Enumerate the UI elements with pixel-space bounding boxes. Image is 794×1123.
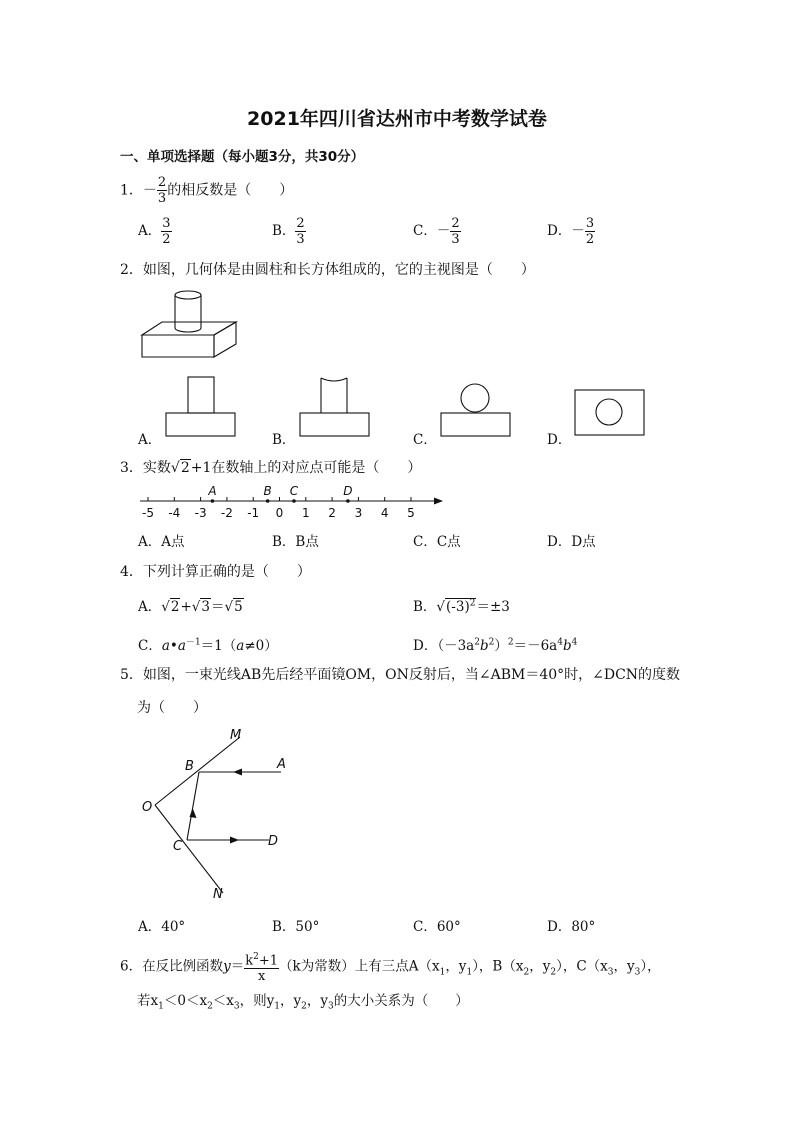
number-line-tick-label: 2 [328,506,336,520]
q2-option-d[interactable]: D． [547,432,572,448]
q3-option-c[interactable]: C．C点 [413,534,461,550]
question-2: 2．如图，几何体是由圆柱和长方体组成的，它的主视图是（ ） [120,262,535,278]
q4-option-a[interactable]: A．√2+√3＝√5 [138,599,243,615]
q4-option-b[interactable]: B．$√(-3)^2=\pm 3$ [413,598,510,615]
q1-option-a[interactable]: A． $\frac{3}{2}$ [138,216,171,247]
q2-option-b-figure [299,376,371,438]
q3-option-d[interactable]: D．D点 [547,534,596,550]
label-b: B [185,759,194,774]
number-line-tick-label: 0 [275,506,284,520]
number-line-tick-label: 1 [301,506,310,520]
q5-mirror-figure [135,725,295,905]
q2-option-c-figure [440,380,512,438]
label-m: M [230,728,242,743]
number-line-point [346,499,350,503]
number-line-point [292,499,296,503]
number-line-tick-label: -4 [168,506,181,520]
q1-option-b[interactable]: B． $\frac{2}{3}$ [272,216,305,247]
q1-number: 1． [120,182,143,199]
page-title: 2021年四川省达州市中考数学试卷 [247,108,547,130]
number-line-tick-label: -5 [142,506,154,520]
number-line-point-label: C [289,484,299,498]
q2-option-d-figure [574,389,646,437]
q3-option-a[interactable]: A．A点 [138,534,185,550]
label-n: N [213,887,223,902]
number-line-arrow [434,498,443,505]
q3-number-line [140,482,450,522]
number-line-tick-label: -3 [194,506,207,520]
question-6-line2: 若$x_1<0<x_2<x_3$，则$y_1$，$y_2$，$y_3$的大小关系为（ ） [137,993,469,1012]
q1-option-c[interactable]: C．－ $\frac{2}{3}$ [413,216,460,247]
question-1 [120,175,293,206]
q1-option-d[interactable]: D．－ $\frac{3}{2}$ [547,216,595,247]
q1-text: 的相反数是（ ） [167,182,294,199]
label-o: O [142,800,153,815]
number-line-point [211,499,215,503]
q5-option-c[interactable]: C．60° [413,919,461,935]
question-4: 4．下列计算正确的是（ ） [120,564,311,580]
section-heading: 一、单项选择题（每小题3分，共30分） [120,149,365,165]
question-6: 6．在反比例函数y＝ $\frac{k^2+1}{x}$ （k为常数）上有三点$A(x_1$，$y_1$），$B(x_2$，$y_2$），$C(x_3$，$y_3$）， [120,952,661,985]
number-line-tick-label: -1 [247,506,260,520]
question-5: 5．如图，一束光线AB先后经平面镜OM，ON反射后，当∠ABM＝40°时，∠DCN的度数 [120,667,681,683]
label-d: D [268,834,279,849]
question-3: 3．实数√2+1在数轴上的对应点可能是（ ） [120,460,422,476]
q2-option-c[interactable]: C． [413,432,437,448]
q1-fraction: $\frac{2}{3}$ [157,175,167,206]
q5-option-b[interactable]: B．50° [272,919,320,935]
number-line-point-label: B [263,484,272,498]
number-line-point-label: A [208,484,217,498]
number-line-tick-label: 5 [407,506,415,520]
q2-option-b[interactable]: B． [272,432,296,448]
number-line-point [266,499,270,503]
label-c: C [173,839,183,854]
q2-option-a-figure [165,376,237,438]
q4-option-c[interactable]: C．$a•a^{-1}=1(a\ne 0)$ [138,637,278,654]
q5-option-a[interactable]: A．40° [138,919,186,935]
label-a: A [277,757,286,772]
q2-option-a[interactable]: A． [138,432,162,448]
number-line-tick-label: 3 [354,506,363,520]
number-line-point-label: D [343,484,353,498]
question-5-line2: 为（ ） [137,700,207,716]
q4-option-d[interactable]: D．$(-3a^2b^2)^2=-6a^4b^4$ [413,637,578,654]
q2-solid-figure [140,290,240,360]
q5-option-d[interactable]: D．80° [547,919,596,935]
number-line-tick-label: -2 [220,506,233,520]
q3-option-b[interactable]: B．B点 [272,534,319,550]
q1-minus: － [142,182,157,199]
number-line-tick-label: 4 [380,506,389,520]
